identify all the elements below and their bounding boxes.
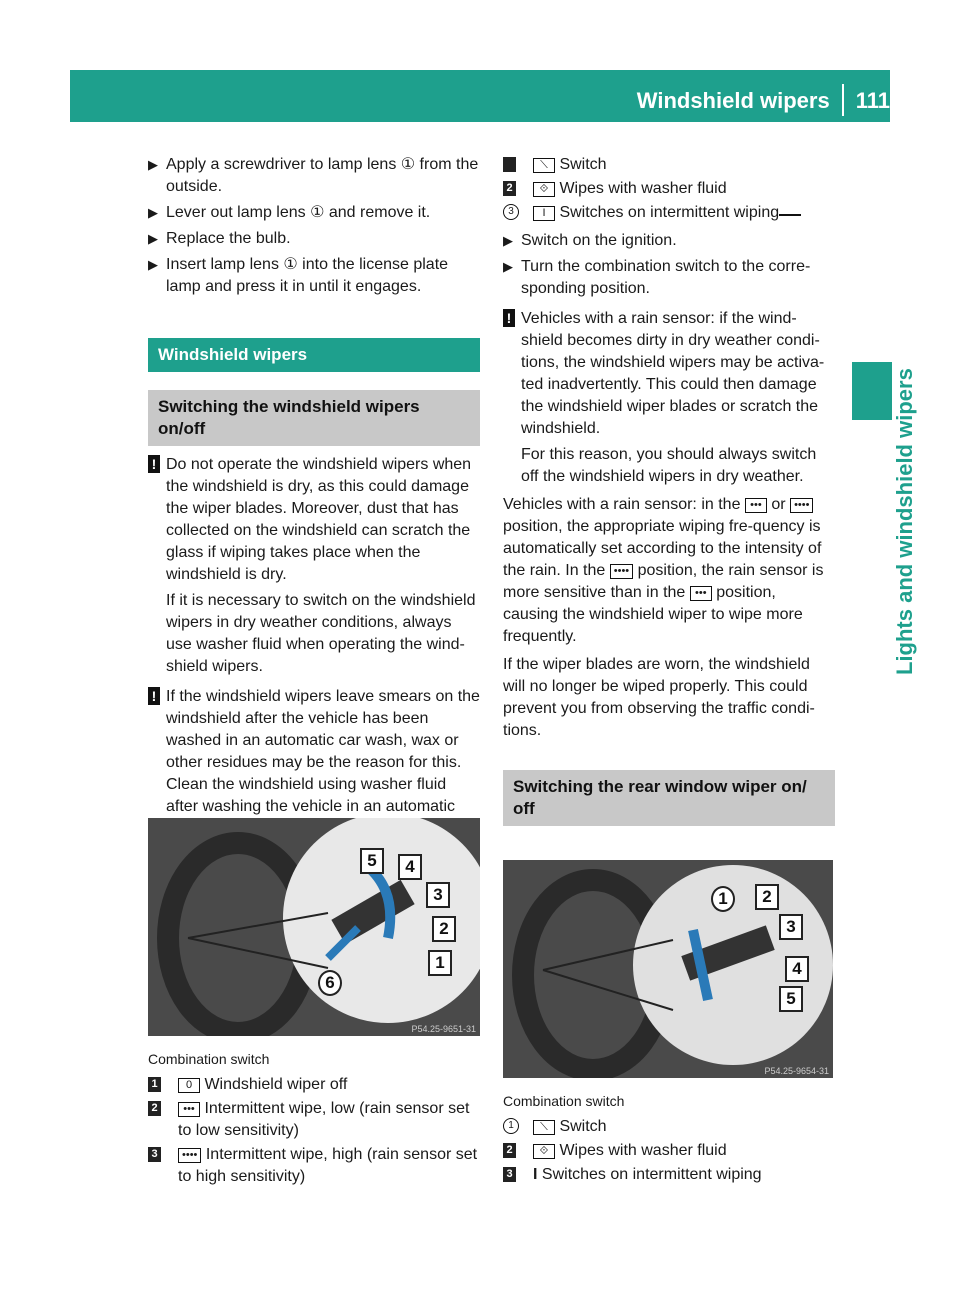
rear-washer-icon: ⟐: [533, 1144, 555, 1159]
callout-1: 1: [711, 886, 735, 912]
callout-4: 4: [398, 854, 422, 880]
figure-code: P54.25-9654-31: [764, 1066, 829, 1076]
left-legend: [148, 1048, 480, 1190]
callout-2: 2: [755, 884, 779, 910]
subsection-heading: Switching the rear window wiper on/ off: [503, 770, 835, 826]
page-number: 111: [855, 88, 890, 113]
header-divider: [842, 84, 844, 116]
header-section-title: Windshield wipers: [636, 88, 830, 113]
subsection-heading: Switching the windshield wipers on/off: [148, 390, 480, 446]
continuous-fast-icon: ⟐: [533, 182, 555, 197]
washer-fluid-icon: [779, 214, 801, 216]
legend-item: ⟍ Switch: [503, 154, 835, 176]
intermittent-low-icon: •••: [178, 1102, 200, 1117]
callout-3: 3: [779, 914, 803, 940]
legend-item: 2 ••• Intermittent wipe, low (rain sensor set to low sensitivity): [148, 1098, 480, 1142]
arrow-bullet-icon: ▶: [148, 257, 158, 272]
callout-5: 5: [779, 986, 803, 1012]
list-item: ▶ Lever out lamp lens ① and remove it.: [148, 202, 480, 224]
callout-5: 5: [360, 848, 384, 874]
page-header-title: [637, 84, 890, 116]
warning-note-continued: If it is necessary to switch on the windshield wipers in dry weather conditions, always use washer fluid when operating the wind-shield wipers.: [166, 592, 476, 675]
intermittent-high-icon: ••••: [610, 564, 633, 579]
warning-note: ! Vehicles with a rain sensor: if the wind-shield becomes dirty in dry weather condi-tions, the windshield wipers may be activa-ted inadvertently. This could then damage the windshield wiper blades or scratch the windshield.: [503, 308, 835, 440]
rear-wiper-switch-illustration: [503, 860, 833, 1078]
list-item: ▶ Turn the combination switch to the corre-sponding position.: [503, 258, 811, 297]
arrow-bullet-icon: ▶: [148, 205, 158, 220]
arrow-bullet-icon: ▶: [148, 231, 158, 246]
legend-item: 3 I Switches on intermittent wiping: [503, 202, 835, 224]
warning-note: ! Do not operate the windshield wipers when the windshield is dry, as this could damage the wiper blades. Moreover, dust that has collected on the windshield can scratch the glass if wiping takes place when the windshield is dry.: [148, 454, 480, 586]
single-wipe-icon: I: [533, 206, 555, 221]
rain-sensor-paragraph: Vehicles with a rain sensor: in the ••• or •••• position, the appropriate wiping fre-quency is automatically set according to the intensity of the rain. In the •••• position, the rain sensor is more sensitive than in the ••• position, causing the windshield wiper to wipe more frequently.: [503, 496, 824, 645]
section-heading: Windshield wipers: [148, 338, 480, 372]
intermittent-high-icon: ••••: [178, 1148, 201, 1163]
arrow-bullet-icon: ▶: [503, 233, 513, 248]
wiper-off-icon: 0: [178, 1078, 200, 1093]
legend-item: 2 ⟐ Wipes with washer fluid: [503, 1140, 835, 1162]
legend-item: 1 0 Windshield wiper off: [148, 1074, 480, 1096]
combination-switch-photo: [148, 818, 480, 1036]
callout-2: 2: [432, 916, 456, 942]
exclamation-icon: !: [503, 309, 515, 327]
legend-item: 3 •••• Intermittent wipe, high (rain sensor set to high sensitivity): [148, 1144, 480, 1188]
chapter-tab: [852, 362, 892, 420]
list-item: ▶ Apply a screwdriver to lamp lens ① from the outside.: [148, 156, 479, 195]
list-item: ▶ Switch on the ignition.: [503, 230, 835, 252]
list-item: ▶ Replace the bulb.: [148, 228, 480, 250]
legend-item: 1 ⟍ Switch: [503, 1116, 835, 1138]
intermittent-low-icon: •••: [745, 498, 767, 513]
rear-wiper-switch-photo: [503, 860, 833, 1078]
figure-caption: Combination switch: [503, 1093, 625, 1109]
warning-note: ! If the windshield wipers leave smears on the windshield after the vehicle has been washed in an automatic car wash, wax or other residues may be the reason for this. Clean the windshield using washer fluid after washing the vehicle in an automatic: [148, 686, 480, 840]
chapter-label: Lights and windshield wipers: [892, 368, 917, 675]
list-item: ▶ Insert lamp lens ① into the license plate lamp and press it in until it engages.: [148, 256, 449, 295]
intermittent-low-icon: •••: [690, 586, 712, 601]
left-section: [148, 338, 480, 840]
worn-blades-paragraph: If the wiper blades are worn, the windshield will no longer be wiped properly. This could prevent you from observing the traffic condi-tions.: [503, 656, 815, 739]
right-legend: [503, 1090, 835, 1188]
figure-caption: Combination switch: [148, 1051, 270, 1067]
warning-note-continued: For this reason, you should always switch off the windshield wipers in dry weather.: [521, 446, 817, 485]
exclamation-icon: !: [148, 687, 160, 705]
legend-item: 2 ⟐ Wipes with washer fluid: [503, 178, 835, 200]
continuous-slow-icon: ⟍: [533, 158, 555, 173]
callout-3: 3: [426, 882, 450, 908]
combination-switch-illustration: [148, 818, 480, 1036]
callout-1: 1: [428, 950, 452, 976]
intermittent-icon: I: [533, 1166, 538, 1183]
callout-6: 6: [318, 970, 342, 996]
legend-item: 3 I Switches on intermittent wiping: [503, 1164, 835, 1186]
figure-code: P54.25-9651-31: [411, 1024, 476, 1034]
callout-4: 4: [785, 956, 809, 982]
left-column: [148, 154, 480, 302]
exclamation-icon: !: [148, 455, 160, 473]
arrow-bullet-icon: ▶: [503, 259, 513, 274]
right-column: [503, 154, 835, 826]
intermittent-high-icon: ••••: [790, 498, 813, 513]
rear-wiper-icon: ⟍: [533, 1120, 555, 1135]
arrow-bullet-icon: ▶: [148, 157, 158, 172]
